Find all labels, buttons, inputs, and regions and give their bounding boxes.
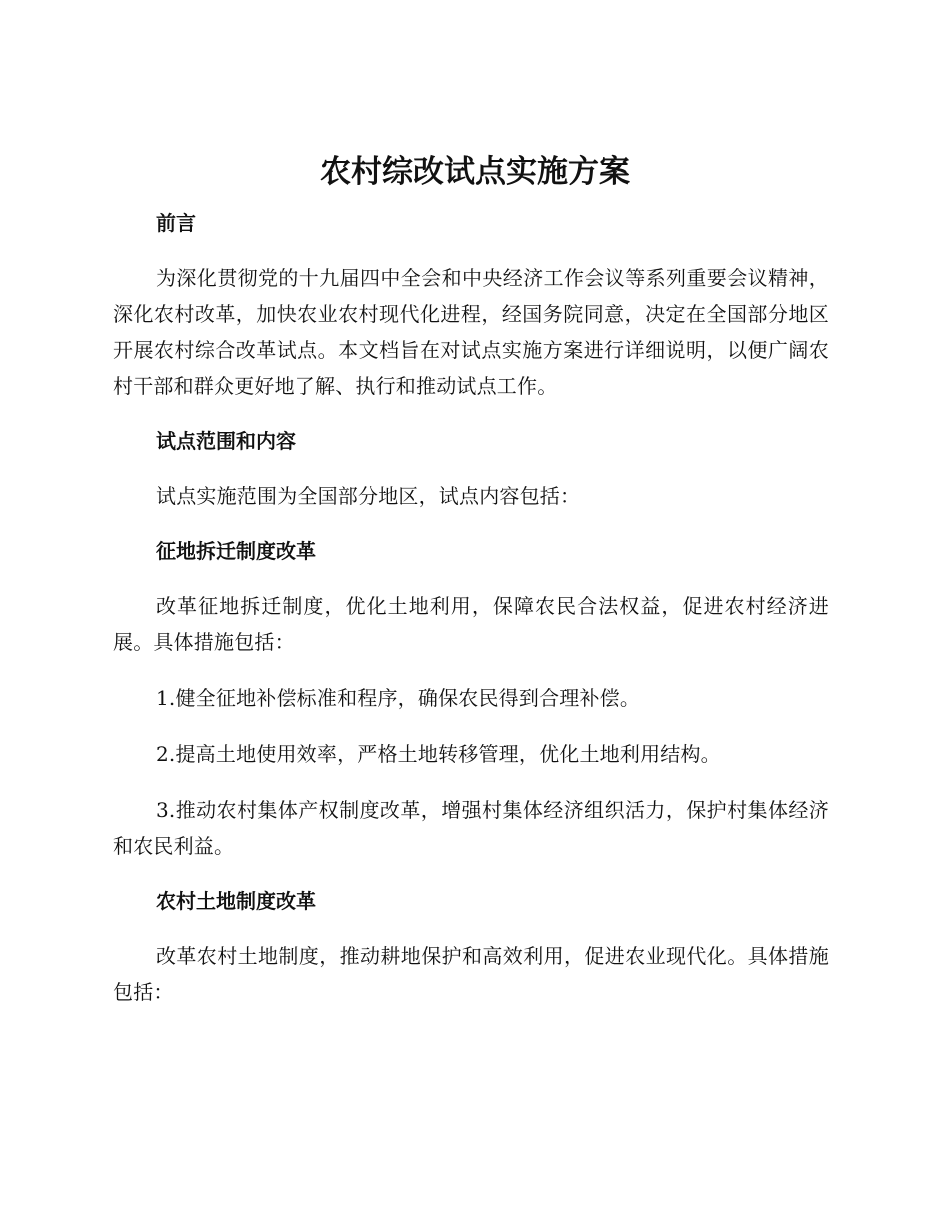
scope-heading: 试点范围和内容 [156,429,296,453]
land-acquisition-heading: 征地拆迁制度改革 [156,539,316,563]
land-acquisition-paragraph: 改革征地拆迁制度，优化土地利用，保障农民合法权益，促进农村经济进展。具体措施包括： [113,594,829,654]
scope-paragraph: 试点实施范围为全国部分地区，试点内容包括： [156,484,581,508]
preface-heading: 前言 [156,211,196,235]
land-acquisition-item-3: 3.推动农村集体产权制度改革，增强村集体经济组织活力，保护村集体经济和农民利益。 [113,798,829,858]
preface-paragraph: 为深化贯彻党的十九届四中全会和中央经济工作会议等系列重要会议精神，深化农村改革，加快农业农村现代化进程，经国务院同意，决定在全国部分地区开展农村综合改革试点。本文档旨在对试点实施方案进行详细说明，以便广阔农村干部和群众更好地了解、执行和推动试点工作。 [113,266,829,398]
document-body [113,196,829,1020]
land-acquisition-item-1: 1.健全征地补偿标准和程序，确保农民得到合理补偿。 [156,686,641,710]
land-acquisition-item-2: 2.提高土地使用效率，严格土地转移管理，优化土地利用结构。 [156,742,721,766]
rural-land-paragraph: 改革农村土地制度，推动耕地保护和高效利用，促进农业现代化。具体措施包括： [113,944,829,1004]
document-title: 农村综改试点实施方案 [320,154,630,190]
rural-land-heading: 农村土地制度改革 [156,889,316,913]
